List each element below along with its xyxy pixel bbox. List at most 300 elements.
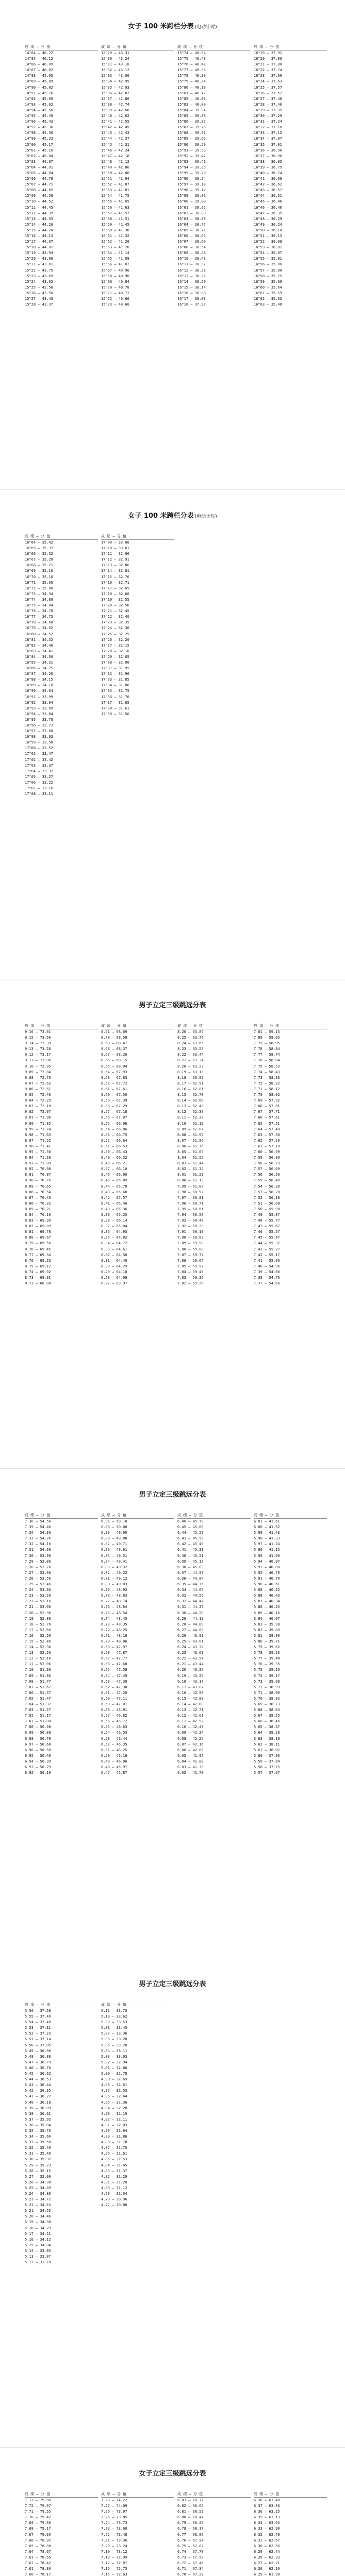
score-row: 5.47 — 36.79 — [25, 2060, 51, 2064]
score-row: 15"68 — 40.90 — [101, 274, 129, 278]
score-row: 17"35 — 31.75 — [101, 689, 129, 693]
score-row: 15"14 — 44.26 — [25, 222, 53, 227]
score-row: 8.99 — 71.74 — [25, 1127, 51, 1131]
score-row: 7.71 — 79.55 — [25, 2510, 51, 2514]
score-row: 16"57 — 35.80 — [254, 268, 282, 273]
column-header: 成 绩 — 分 值 — [254, 1513, 327, 1519]
score-row: 4.91 — 32.03 — [101, 2123, 127, 2127]
score-column — [25, 2002, 98, 2265]
score-row: 7.66 — 57.61 — [254, 1115, 280, 1120]
score-row: 14"94 — 45.56 — [25, 108, 53, 112]
score-row: 7.72 — 58.22 — [254, 1081, 280, 1086]
score-row: 8.06 — 61.76 — [177, 1144, 204, 1148]
score-row: 17"21 — 32.45 — [101, 609, 129, 614]
score-row: 5.66 — 38.46 — [254, 1719, 280, 1724]
score-row: 16"19 — 37.91 — [254, 51, 282, 55]
score-row: 4.98 — 32.61 — [101, 2083, 127, 2088]
score-row: 7.96 — 60.71 — [177, 1201, 204, 1206]
score-row: 7.42 — 55.17 — [254, 1252, 280, 1257]
score-row: 5.84 — 40.07 — [254, 1616, 280, 1621]
score-column — [101, 2492, 174, 2576]
score-row: 15"07 — 44.71 — [25, 182, 53, 187]
score-row: 7.77 — 58.74 — [254, 1053, 280, 1057]
score-row: 7.39 — 54.86 — [254, 1269, 280, 1274]
score-row: 7.80 — 59.05 — [254, 1036, 280, 1040]
score-row: 6.34 — 44.65 — [177, 1588, 204, 1592]
score-row: 6.09 — 42.34 — [177, 1731, 204, 1735]
score-row: 5.19 — 34.38 — [25, 2220, 51, 2225]
score-column — [101, 1513, 174, 1776]
score-row: 8.69 — 68.47 — [101, 1041, 127, 1046]
score-row: 8.26 — 63.87 — [177, 1030, 204, 1034]
score-row: 7.02 — 51.17 — [25, 1714, 51, 1718]
score-row: 7.09 — 51.86 — [25, 1673, 51, 1678]
score-row: 17"16 — 32.71 — [101, 580, 129, 585]
score-row: 5.34 — 35.66 — [25, 2134, 51, 2139]
score-row: 5.96 — 41.15 — [254, 1548, 280, 1552]
score-row: 5.28 — 35.15 — [25, 2168, 51, 2173]
score-row: 14"97 — 45.36 — [25, 125, 53, 130]
score-row: 5.10 — 33.62 — [101, 2014, 127, 2019]
score-row: 7.52 — 56.18 — [254, 1195, 280, 1200]
score-column — [25, 1023, 98, 1286]
score-row: 15"28 — 43.37 — [25, 302, 53, 307]
score-row: 7.24 — 73.73 — [101, 2521, 127, 2526]
score-row: 7.71 — 58.12 — [254, 1087, 280, 1091]
score-row: 15"06 — 44.78 — [25, 177, 53, 181]
score-row: 6.76 — 67.94 — [177, 2538, 204, 2543]
score-row: 15"29 — 43.31 — [101, 51, 129, 55]
score-row: 16"45 — 36.46 — [254, 199, 282, 204]
score-row: 5.40 — 36.18 — [25, 2100, 51, 2105]
score-row: 7.58 — 56.79 — [254, 1161, 280, 1166]
score-row: 7.65 — 78.80 — [25, 2544, 51, 2548]
score-row: 6.27 — 44.00 — [177, 1628, 204, 1632]
score-row: 8.73 — 68.91 — [25, 1276, 51, 1280]
score-row: 8.48 — 66.21 — [101, 1161, 127, 1166]
score-row: 8.76 — 69.23 — [25, 1258, 51, 1263]
score-row: 6.10 — 42.43 — [177, 1725, 204, 1730]
page-title-text: 女子 100 米跨栏分表 — [128, 512, 194, 520]
score-row: 6.11 — 42.52 — [177, 1719, 204, 1724]
score-row: 5.74 — 39.17 — [254, 1673, 280, 1678]
score-row: 6.12 — 42.61 — [177, 1714, 204, 1718]
score-row: 8.02 — 61.34 — [177, 1167, 204, 1172]
score-row: 8.98 — 71.63 — [25, 1132, 51, 1137]
score-row: 7.14 — 52.36 — [25, 1645, 51, 1650]
score-row: 7.65 — 57.51 — [254, 1121, 280, 1126]
score-row: 15"83 — 40.00 — [177, 102, 206, 107]
score-row: 15"03 — 44.97 — [25, 159, 53, 164]
score-row: 6.22 — 43.54 — [177, 1656, 204, 1661]
score-row: 8.32 — 64.50 — [101, 1252, 127, 1257]
score-row: 15"66 — 41.02 — [101, 262, 129, 267]
score-row: 17"36 — 31.70 — [101, 694, 129, 699]
score-row: 16"12 — 38.31 — [177, 268, 206, 273]
score-row: 15"69 — 40.84 — [101, 279, 129, 284]
score-row: 6.81 — 68.53 — [177, 2510, 204, 2514]
score-row: 5.59 — 37.84 — [254, 1759, 280, 1764]
score-row: 7.86 — 59.67 — [177, 1258, 204, 1263]
score-row: 6.72 — 67.46 — [177, 2561, 204, 2566]
score-row: 17"30 — 32.00 — [101, 660, 129, 665]
score-row: 7.56 — 56.59 — [254, 1173, 280, 1177]
page-title — [0, 2468, 345, 2478]
score-row: 7.53 — 56.28 — [254, 1190, 280, 1194]
score-row: 7.63 — 78.55 — [25, 2555, 51, 2560]
score-row: 5.94 — 40.97 — [254, 1559, 280, 1564]
score-row: 5.60 — 37.93 — [254, 1753, 280, 1758]
score-row: 7.50 — 55.98 — [254, 1207, 280, 1211]
score-row: 6.79 — 68.29 — [177, 2521, 204, 2526]
score-row: 15"78 — 40.30 — [177, 74, 206, 78]
score-table-page — [0, 2447, 345, 2576]
score-row: 16"81 — 34.52 — [25, 637, 53, 642]
score-row: 8.84 — 70.10 — [25, 1213, 51, 1217]
score-row: 5.16 — 34.12 — [25, 2237, 51, 2242]
score-row: 7.30 — 53.96 — [25, 1553, 51, 1558]
score-row: 6.21 — 43.44 — [177, 1662, 204, 1667]
score-row: 8.75 — 69.12 — [25, 1264, 51, 1268]
score-row: 6.37 — 44.93 — [177, 1570, 204, 1575]
score-row: 14"99 — 45.23 — [25, 137, 53, 141]
score-row: 5.71 — 38.90 — [254, 1690, 280, 1695]
score-row: 9.07 — 72.62 — [25, 1081, 51, 1086]
score-row: 7.15 — 72.63 — [101, 2572, 127, 2576]
score-row: 16"83 — 34.41 — [25, 649, 53, 653]
score-row: 7.26 — 73.97 — [101, 2510, 127, 2514]
score-row: 16"77 — 34.73 — [25, 615, 53, 619]
score-row: 8.00 — 61.13 — [177, 1178, 204, 1183]
score-row: 17"10 — 33.01 — [101, 546, 129, 551]
score-row: 16"95 — 33.78 — [25, 717, 53, 722]
score-row: 7.84 — 59.46 — [177, 1269, 204, 1274]
column-header: 成 绩 — 分 值 — [177, 2492, 251, 2498]
score-row: 15"99 — 39.06 — [177, 194, 206, 198]
score-row: 15"09 — 44.58 — [25, 194, 53, 198]
score-row: 7.28 — 74.22 — [101, 2498, 127, 2502]
score-row: 15"62 — 41.26 — [101, 240, 129, 244]
score-row: 5.88 — 40.43 — [254, 1594, 280, 1598]
score-row: 8.09 — 62.07 — [177, 1127, 204, 1131]
score-row: 7.13 — 52.26 — [25, 1651, 51, 1655]
score-row: 15"08 — 44.65 — [25, 188, 53, 193]
score-row: 16"06 — 38.66 — [177, 234, 206, 238]
score-row: 16"49 — 36.24 — [254, 222, 282, 227]
score-row: 7.99 — 61.02 — [177, 1184, 204, 1189]
score-row: 8.05 — 61.65 — [177, 1149, 204, 1154]
score-row: 17"24 — 32.30 — [101, 626, 129, 631]
score-row: 17"33 — 31.85 — [101, 677, 129, 682]
score-row: 15"31 — 43.18 — [101, 62, 129, 67]
score-row: 4.82 — 31.29 — [101, 2174, 127, 2179]
page-subtitle: (电动计时) — [194, 514, 217, 519]
score-row: 7.73 — 79.80 — [25, 2498, 51, 2502]
score-row: 17"17 — 32.65 — [101, 586, 129, 590]
score-row: 8.51 — 66.53 — [101, 1144, 127, 1148]
score-row: 7.70 — 79.42 — [25, 2515, 51, 2520]
score-row: 8.03 — 61.44 — [177, 1161, 204, 1166]
score-column — [101, 2002, 174, 2208]
score-row: 6.66 — 47.68 — [101, 1662, 127, 1667]
score-row: 5.49 — 36.96 — [25, 2048, 51, 2053]
score-row: 16"17 — 38.03 — [177, 297, 206, 301]
score-row: 9.08 — 72.73 — [25, 1075, 51, 1080]
score-row: 6.91 — 50.10 — [101, 1519, 127, 1523]
score-row: 5.76 — 39.35 — [254, 1662, 280, 1667]
score-row: 5.86 — 40.25 — [254, 1605, 280, 1609]
score-row: 4.80 — 31.12 — [101, 2185, 127, 2190]
score-row: 7.22 — 53.16 — [25, 1599, 51, 1604]
score-row: 5.20 — 34.46 — [25, 2214, 51, 2219]
score-row: 6.13 — 42.71 — [177, 1708, 204, 1713]
score-row: 6.96 — 50.58 — [25, 1748, 51, 1752]
score-row: 8.36 — 64.93 — [101, 1230, 127, 1234]
score-row: 15"38 — 42.74 — [101, 102, 129, 107]
score-row: 16"08 — 38.54 — [177, 245, 206, 250]
score-row: 16"44 — 36.51 — [254, 194, 282, 198]
score-row: 8.57 — 67.18 — [101, 1110, 127, 1114]
score-row: 6.77 — 68.06 — [177, 2532, 204, 2537]
score-row: 16"30 — 37.29 — [254, 114, 282, 118]
score-row: 6.38 — 45.03 — [177, 1565, 204, 1569]
score-row: 5.75 — 39.26 — [254, 1668, 280, 1672]
score-row: 16"70 — 35.10 — [25, 574, 53, 579]
score-row: 5.61 — 38.02 — [254, 1748, 280, 1752]
score-row: 17"29 — 32.05 — [101, 654, 129, 659]
score-row: 4.87 — 31.70 — [101, 2146, 127, 2150]
score-row: 7.55 — 56.48 — [254, 1178, 280, 1183]
score-row: 16"50 — 36.18 — [254, 228, 282, 232]
score-row: 16"05 — 38.71 — [177, 228, 206, 232]
score-row: 7.21 — 73.36 — [101, 2538, 127, 2543]
score-row: 16"20 — 37.86 — [254, 57, 282, 61]
score-row: 17"02 — 33.42 — [25, 757, 53, 762]
score-row: 9.13 — 73.28 — [25, 1047, 51, 1052]
score-row: 8.53 — 66.75 — [101, 1132, 127, 1137]
score-row: 16"01 — 38.95 — [177, 205, 206, 210]
score-row: 5.36 — 35.84 — [25, 2123, 51, 2127]
score-row: 17"05 — 33.27 — [25, 774, 53, 779]
score-row: 8.95 — 71.30 — [25, 1149, 51, 1154]
score-row: 6.31 — 44.37 — [177, 1605, 204, 1609]
score-row: 6.29 — 62.44 — [254, 2549, 280, 2554]
score-row: 6.29 — 44.19 — [177, 1616, 204, 1621]
score-row: 15"52 — 41.87 — [101, 182, 129, 187]
score-row: 7.27 — 53.66 — [25, 1570, 51, 1575]
score-row: 6.68 — 47.87 — [101, 1651, 127, 1655]
score-row: 5.29 — 35.23 — [25, 2163, 51, 2167]
score-row: 5.22 — 34.63 — [25, 2203, 51, 2208]
score-row: 16"26 — 37.52 — [254, 91, 282, 95]
score-row: 7.31 — 54.06 — [25, 1548, 51, 1552]
score-row: 15"76 — 40.42 — [177, 62, 206, 67]
score-row: 17"38 — 31.61 — [101, 706, 129, 710]
score-row: 15"64 — 41.14 — [101, 251, 129, 256]
score-row: 6.18 — 43.17 — [177, 1679, 204, 1684]
score-row: 16"18 — 37.97 — [177, 302, 206, 307]
score-row: 7.74 — 58.43 — [254, 1070, 280, 1074]
score-row: 6.02 — 41.70 — [177, 1771, 204, 1775]
score-row: 6.23 — 43.63 — [177, 1651, 204, 1655]
score-row: 16"37 — 36.90 — [254, 154, 282, 158]
score-column — [254, 2492, 327, 2576]
score-row: 7.68 — 57.81 — [254, 1104, 280, 1109]
score-row: 16"15 — 38.14 — [177, 285, 206, 290]
score-column — [254, 44, 327, 308]
score-column — [101, 534, 174, 717]
score-row: 17"26 — 32.20 — [101, 637, 129, 642]
score-row: 15"65 — 41.08 — [101, 257, 129, 261]
score-row: 6.40 — 45.21 — [177, 1553, 204, 1558]
score-row: 5.95 — 41.06 — [254, 1553, 280, 1558]
score-row: 6.58 — 46.91 — [101, 1708, 127, 1713]
score-row: 5.97 — 41.24 — [254, 1542, 280, 1547]
score-row: 16"09 — 38.48 — [177, 251, 206, 256]
score-row: 6.25 — 61.98 — [254, 2572, 280, 2576]
score-row: 8.59 — 67.39 — [101, 1098, 127, 1103]
score-row: 5.03 — 33.03 — [101, 2054, 127, 2059]
score-row: 7.64 — 57.40 — [254, 1127, 280, 1131]
score-row: 15"26 — 43.50 — [25, 291, 53, 295]
score-row: 9.03 — 72.18 — [25, 1104, 51, 1109]
score-row: 15"90 — 39.59 — [177, 142, 206, 147]
score-row: 8.12 — 62.39 — [177, 1110, 204, 1114]
score-row: 6.46 — 45.78 — [177, 1519, 204, 1523]
score-row: 7.60 — 78.17 — [25, 2572, 51, 2576]
score-row: 8.11 — 62.28 — [177, 1115, 204, 1120]
score-row: 7.98 — 60.92 — [177, 1190, 204, 1194]
score-row: 17"03 — 33.37 — [25, 763, 53, 768]
score-row: 6.57 — 46.82 — [101, 1714, 127, 1718]
score-row: 8.35 — 64.82 — [101, 1235, 127, 1240]
score-row: 7.67 — 79.05 — [25, 2532, 51, 2537]
score-column — [177, 1513, 251, 1776]
score-row: 8.27 — 63.97 — [101, 1281, 127, 1286]
score-row: 15"10 — 44.52 — [25, 199, 53, 204]
column-header: 成 绩 — 分 值 — [25, 44, 98, 50]
score-row: 5.64 — 38.28 — [254, 1731, 280, 1735]
score-row: 9.05 — 72.40 — [25, 1093, 51, 1097]
score-row: 6.54 — 46.53 — [101, 1731, 127, 1735]
score-row: 8.96 — 71.41 — [25, 1144, 51, 1148]
score-row: 15"48 — 42.12 — [101, 159, 129, 164]
score-row: 7.61 — 78.30 — [25, 2567, 51, 2571]
score-row: 7.48 — 55.77 — [254, 1218, 280, 1223]
score-row: 6.90 — 50.00 — [101, 1525, 127, 1530]
score-row: 6.94 — 50.39 — [25, 1759, 51, 1764]
score-row: 9.11 — 73.06 — [25, 1058, 51, 1063]
score-row: 14"87 — 46.02 — [25, 68, 53, 73]
score-row: 17"23 — 32.35 — [101, 620, 129, 625]
score-row: 6.63 — 47.39 — [101, 1679, 127, 1684]
score-row: 6.39 — 45.12 — [177, 1559, 204, 1564]
score-row: 8.01 — 61.23 — [177, 1173, 204, 1177]
score-row: 5.70 — 38.82 — [254, 1696, 280, 1701]
score-table-page — [0, 0, 345, 489]
score-row: 15"88 — 39.71 — [177, 131, 206, 135]
page-title — [0, 21, 345, 30]
score-row: 6.92 — 50.19 — [25, 1771, 51, 1775]
column-header: 成 绩 — 分 值 — [177, 1513, 251, 1519]
score-row: 7.45 — 55.47 — [254, 1235, 280, 1240]
score-row: 15"18 — 44.01 — [25, 245, 53, 250]
score-row: 7.87 — 59.77 — [177, 1252, 204, 1257]
score-row: 7.28 — 53.76 — [25, 1565, 51, 1569]
score-row: 5.91 — 40.70 — [254, 1576, 280, 1581]
score-row: 6.69 — 47.97 — [101, 1645, 127, 1650]
score-row: 7.18 — 72.99 — [101, 2555, 127, 2560]
score-row: 4.95 — 32.36 — [101, 2100, 127, 2105]
score-row: 8.70 — 68.58 — [101, 1036, 127, 1040]
score-row: 8.44 — 65.78 — [101, 1184, 127, 1189]
score-row: 4.85 — 31.53 — [101, 2157, 127, 2162]
score-row: 15"44 — 42.37 — [101, 137, 129, 141]
score-row: 16"31 — 37.24 — [254, 120, 282, 124]
score-row: 8.71 — 68.69 — [101, 1030, 127, 1034]
score-row: 8.68 — 68.37 — [101, 1047, 127, 1052]
score-row: 17"11 — 32.96 — [101, 552, 129, 556]
score-row: 15"86 — 39.82 — [177, 120, 206, 124]
page-title-text: 男子立定三级跳远分表 — [139, 1491, 206, 1499]
score-row: 8.52 — 66.64 — [101, 1138, 127, 1143]
score-row: 15"33 — 43.06 — [101, 74, 129, 78]
score-row: 8.07 — 61.86 — [177, 1138, 204, 1143]
score-row: 15"54 — 41.75 — [101, 194, 129, 198]
score-row: 8.61 — 67.61 — [101, 1087, 127, 1091]
score-row: 15"27 — 43.43 — [25, 297, 53, 301]
score-row: 15"15 — 44.20 — [25, 228, 53, 232]
score-row: 14"92 — 45.69 — [25, 96, 53, 101]
score-row: 15"63 — 41.20 — [101, 245, 129, 250]
score-column — [254, 1023, 327, 1286]
score-row: 16"72 — 35.00 — [25, 586, 53, 590]
score-row: 17"27 — 32.15 — [101, 643, 129, 648]
score-row: 6.95 — 50.49 — [25, 1753, 51, 1758]
score-row: 6.59 — 47.01 — [101, 1702, 127, 1706]
score-row: 6.83 — 68.77 — [177, 2498, 204, 2502]
score-row: 16"87 — 34.20 — [25, 672, 53, 676]
score-row: 15"73 — 40.60 — [101, 302, 129, 307]
score-row: 7.08 — 51.77 — [25, 1679, 51, 1684]
score-row: 6.50 — 46.16 — [101, 1753, 127, 1758]
score-row: 15"34 — 42.99 — [101, 79, 129, 84]
score-row: 16"36 — 36.96 — [254, 148, 282, 152]
score-row: 6.97 — 50.68 — [25, 1742, 51, 1747]
score-row: 9.10 — 72.95 — [25, 1064, 51, 1069]
score-row: 4.90 — 31.94 — [101, 2128, 127, 2133]
score-row: 15"25 — 43.56 — [25, 285, 53, 290]
score-row: 16"40 — 36.74 — [254, 171, 282, 175]
score-row: 15"50 — 42.00 — [101, 171, 129, 175]
score-row: 8.33 — 64.61 — [101, 1247, 127, 1251]
score-row: 8.91 — 70.87 — [25, 1173, 51, 1177]
score-row: 15"13 — 44.33 — [25, 216, 53, 221]
score-row: 6.83 — 49.32 — [101, 1565, 127, 1569]
score-row: 4.99 — 32.69 — [101, 2077, 127, 2082]
score-row: 15"01 — 45.10 — [25, 148, 53, 152]
page-divider — [0, 1468, 345, 1469]
score-row: 16"71 — 35.05 — [25, 580, 53, 585]
score-row: 6.26 — 62.10 — [254, 2567, 280, 2571]
score-row: 16"86 — 34.25 — [25, 666, 53, 671]
score-row: 6.56 — 46.72 — [101, 1719, 127, 1724]
score-row: 16"38 — 36.85 — [254, 159, 282, 164]
score-row: 16"61 — 35.59 — [254, 291, 282, 295]
score-row: 6.80 — 49.03 — [101, 1582, 127, 1587]
score-row: 6.04 — 41.88 — [177, 1759, 204, 1764]
score-row: 9.15 — 73.50 — [25, 1036, 51, 1040]
